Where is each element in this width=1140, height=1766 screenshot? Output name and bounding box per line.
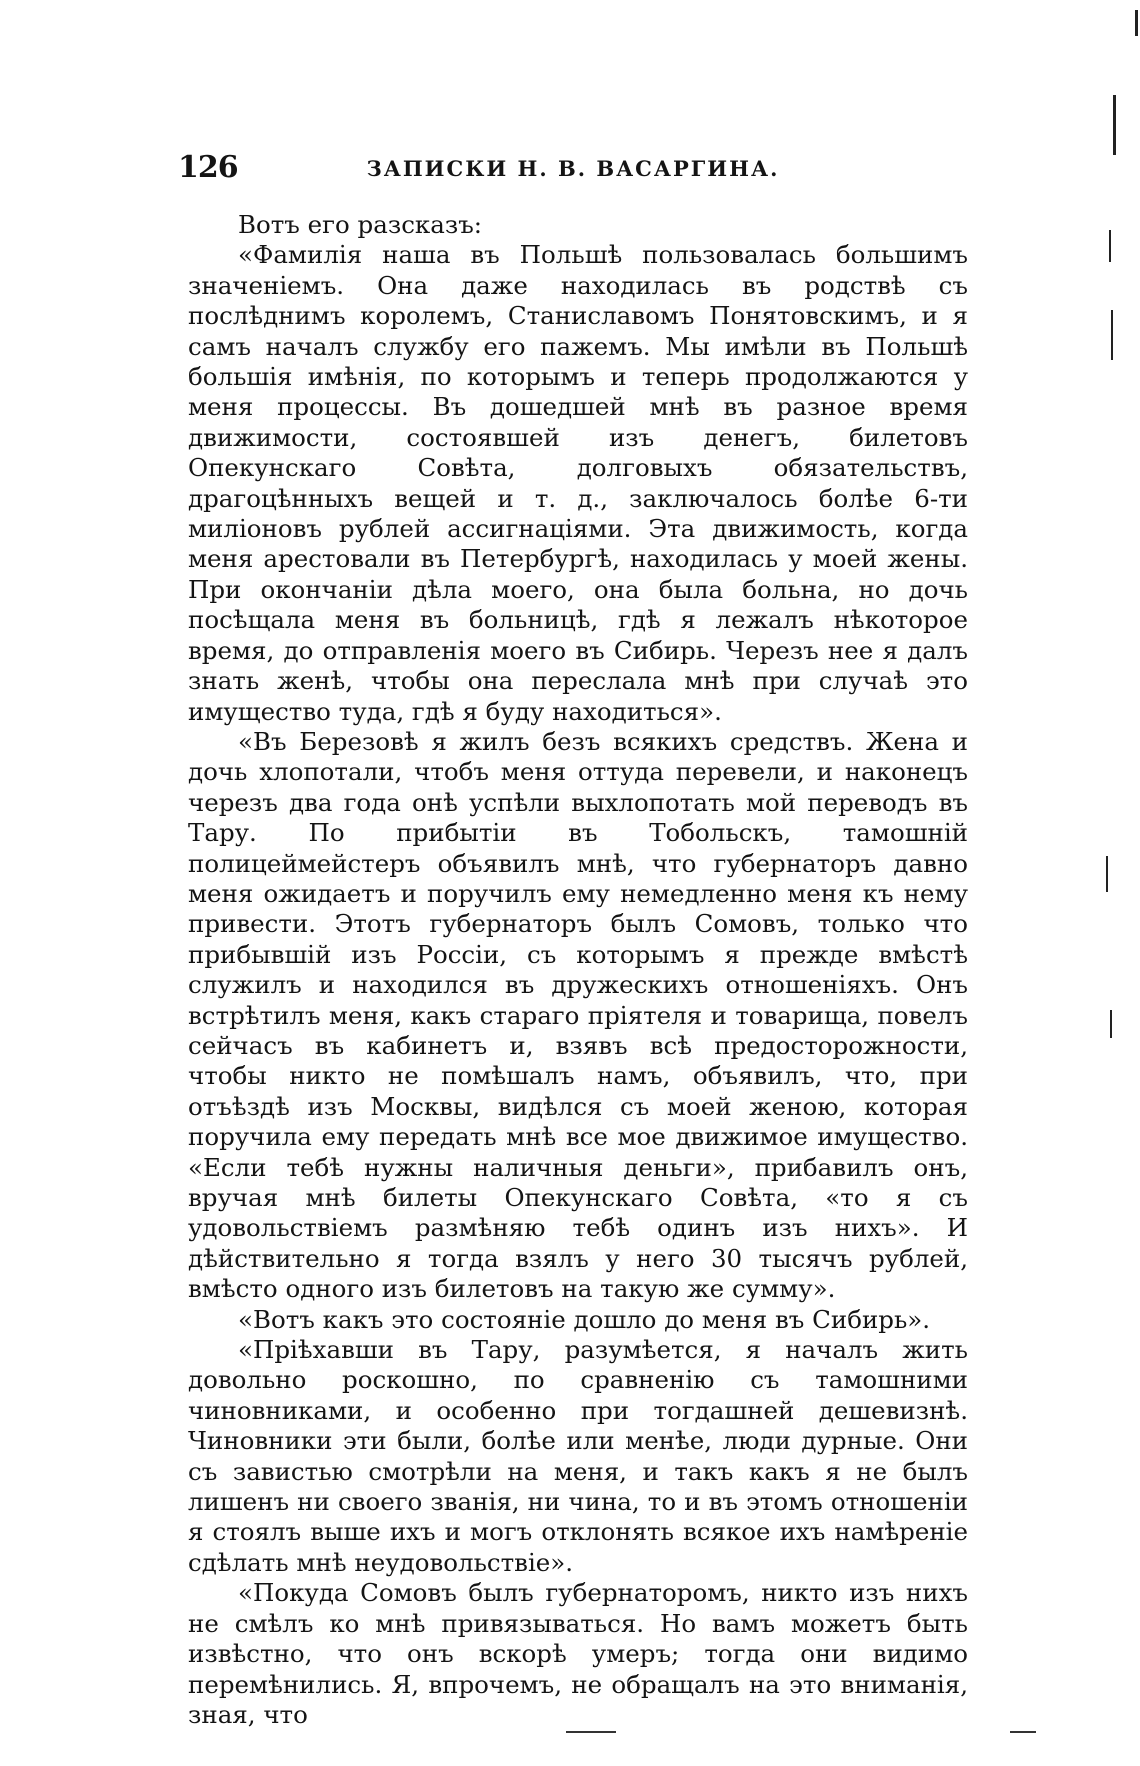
scan-edge-mark [1135, 10, 1138, 36]
scan-bottom-mark [566, 1731, 616, 1733]
body-text [188, 210, 968, 1730]
scan-edge-mark [1113, 95, 1116, 155]
scan-bottom-mark [1010, 1731, 1036, 1733]
paragraph-somov: «Покуда Сомовъ былъ губернаторомъ, никто изъ нихъ не смѣлъ ко мнѣ привязываться. Но вамъ можетъ быть извѣстно, что онъ вскорѣ умеръ; тогда они видимо перемѣнились. Я, впрочемъ, не обращалъ на это вниманія, зная, что [188, 1578, 968, 1729]
paragraph-intro: Вотъ его разсказъ: [238, 210, 483, 239]
paragraph-family: «Фамилія наша въ Польшѣ пользовалась большимъ значеніемъ. Она даже находилась въ родствѣ съ послѣднимъ королемъ, Станиславомъ Понятовскимъ, и я самъ началъ службу его пажемъ. Мы имѣли въ Польшѣ большія имѣнія, по которымъ и теперь продолжаются у меня процессы. Въ дошедшей мнѣ въ разное время движимости, состоявшей изъ денегъ, билетовъ Опекунскаго Совѣта, долговыхъ обязательствъ, драгоцѣнныхъ вещей и т. д., заключалось болѣе 6-ти миліоновъ рублей ассигнаціями. Эта движимость, когда меня арестовали въ Петербургѣ, находилась у моей жены. При окончаніи дѣла моего, она была больна, но дочь посѣщала меня въ больницѣ, гдѣ я лежалъ нѣкоторое время, до отправленія моего въ Сибирь. Черезъ нее я далъ знать женѣ, чтобы она переслала мнѣ при случаѣ это имущество туда, гдѣ я буду находиться». [188, 240, 968, 726]
scan-edge-mark [1110, 1010, 1112, 1038]
paragraph-tara: «Пріѣхавши въ Тару, разумѣется, я началъ жить довольно роскошно, по сравненію съ тамошними чиновниками, и особенно при тогдашней дешевизнѣ. Чиновники эти были, болѣе или менѣе, люди дурные. Они съ завистью смотрѣли на меня, и такъ какъ я не былъ лишенъ ни своего званія, ни чина, то и въ этомъ отношеніи я стоялъ выше ихъ и могъ отклонять всякое ихъ намѣреніе сдѣлать мнѣ неудовольствіе». [188, 1335, 968, 1577]
scan-edge-mark [1109, 230, 1111, 262]
page-number: 126 [178, 150, 238, 185]
running-head: ЗАПИСКИ Н. В. ВАСАРГИНА. [366, 156, 780, 181]
page-header [178, 150, 968, 190]
paragraph-berezov: «Въ Березовѣ я жилъ безъ всякихъ средствъ. Жена и дочь хлопотали, чтобъ меня оттуда перевели, и наконецъ черезъ два года онѣ успѣли выхлопотать мой переводъ въ Тару. По прибытіи въ Тобольскъ, тамошній полицеймейстеръ объявилъ мнѣ, что губернаторъ давно меня ожидаетъ и поручилъ ему немедленно меня къ нему привести. Этотъ губернаторъ былъ Сомовъ, только что прибывшій изъ Россіи, съ которымъ я прежде вмѣстѣ служилъ и находился въ дружескихъ отношеніяхъ. Онъ встрѣтилъ меня, какъ стараго пріятеля и товарища, повелъ сейчасъ въ кабинетъ и, взявъ всѣ предосторожности, чтобы никто не помѣшалъ намъ, объявилъ, что, при отъѣздѣ изъ Москвы, видѣлся съ моей женою, которая поручила ему передать мнѣ все мое движимое имущество. «Если тебѣ нужны наличныя деньги», прибавилъ онъ, вручая мнѣ билеты Опекунскаго Совѣта, «то я съ удовольствіемъ размѣняю тебѣ одинъ изъ нихъ». И дѣйствительно я тогда взялъ у него 30 тысячъ рублей, вмѣсто одного изъ билетовъ на такую же сумму». [188, 726, 968, 1304]
scan-edge-mark [1111, 310, 1113, 360]
scan-edge-mark [1106, 856, 1108, 892]
paragraph-fortune: «Вотъ какъ это состояніе дошло до меня въ Сибирь». [238, 1304, 931, 1334]
